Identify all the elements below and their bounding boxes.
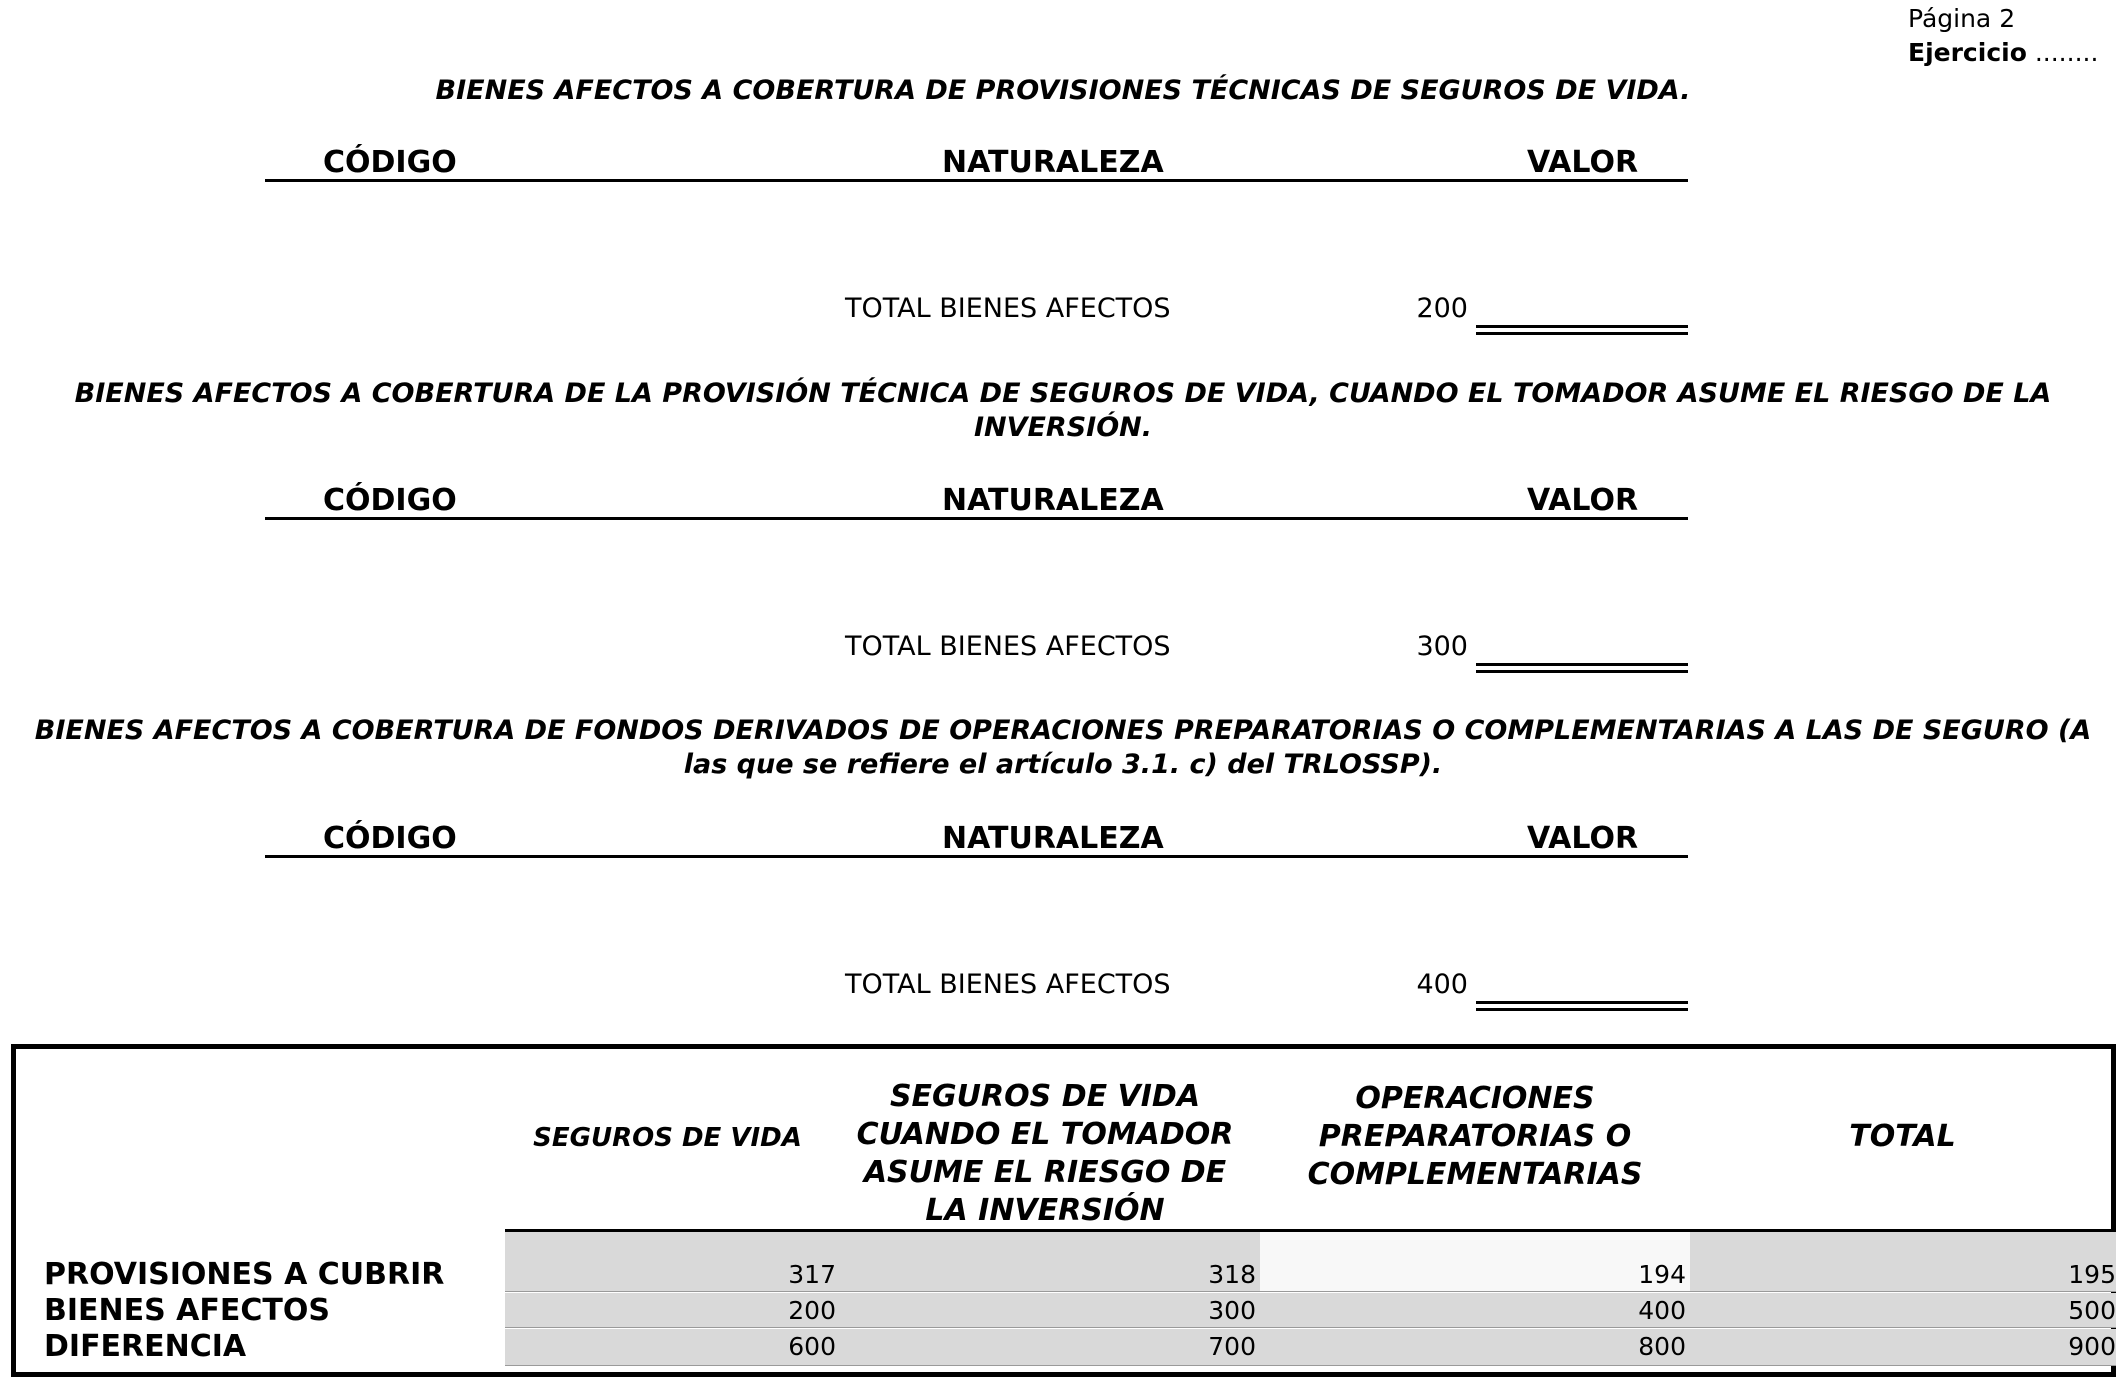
- summary-header-operations-line-2: PREPARATORIAS O: [1318, 1119, 1632, 1154]
- summary-row-divider-2: [505, 1327, 2116, 1328]
- summary-cell-assets-life: 200: [788, 1296, 836, 1325]
- summary-row-label-provisions: PROVISIONES A CUBRIR: [44, 1257, 445, 1292]
- summary-row-divider-3: [505, 1365, 2116, 1366]
- section-3-title-line-1: BIENES AFECTOS A COBERTURA DE FONDOS DERIVADOS DE OPERACIONES PREPARATORIAS O COMPLEMENTARIAS A LAS DE SEGURO (A: [34, 715, 2092, 746]
- fiscal-year-value: ........: [2034, 38, 2099, 67]
- section-2-total-label: TOTAL BIENES AFECTOS: [845, 631, 1171, 662]
- summary-cell-difference-investment: 700: [1208, 1332, 1256, 1361]
- summary-cell-provisions-investment: 318: [1208, 1260, 1256, 1289]
- summary-header-life: SEGUROS DE VIDA: [533, 1123, 802, 1153]
- summary-cell-provisions-life: 317: [788, 1260, 836, 1289]
- summary-header-operations-line-3: COMPLEMENTARIAS: [1307, 1157, 1643, 1192]
- summary-header-operations: [1260, 1080, 1690, 1194]
- summary-header-operations-line-1: OPERACIONES: [1355, 1081, 1595, 1116]
- section-2-header-rule: [265, 517, 1688, 520]
- section-2-total-rule: [1476, 663, 1688, 673]
- section-3-total-value: 400: [1416, 969, 1468, 1000]
- summary-row-divider-1: [505, 1291, 2116, 1292]
- section-3-nature-header: NATURALEZA: [942, 821, 1164, 856]
- section-1-header-rule: [265, 179, 1688, 182]
- summary-header-life-investment-risk-line-4: LA INVERSIÓN: [925, 1193, 1165, 1228]
- section-2-code-header: CÓDIGO: [323, 483, 457, 518]
- summary-cell-difference-life: 600: [788, 1332, 836, 1361]
- section-1-total-rule: [1476, 325, 1688, 335]
- summary-row-label-assets: BIENES AFECTOS: [44, 1293, 330, 1328]
- section-2-title: [0, 377, 2126, 445]
- section-1-total-label: TOTAL BIENES AFECTOS: [845, 293, 1171, 324]
- summary-header-life-investment-risk-line-2: CUANDO EL TOMADOR: [856, 1117, 1234, 1152]
- page-number: Página 2: [1908, 4, 2016, 33]
- section-2-value-header: VALOR: [1527, 483, 1639, 518]
- summary-header-life-investment-risk-line-3: ASUME EL RIESGO DE: [863, 1155, 1227, 1190]
- section-1-value-header: VALOR: [1527, 145, 1639, 180]
- summary-header-life-investment-risk-line-1: SEGUROS DE VIDA: [889, 1079, 1201, 1114]
- summary-cell-provisions-operations: 194: [1638, 1260, 1686, 1289]
- section-3-title: [0, 714, 2126, 782]
- section-1-title: BIENES AFECTOS A COBERTURA DE PROVISIONES TÉCNICAS DE SEGUROS DE VIDA.: [435, 75, 1691, 106]
- section-2-title-line-1: BIENES AFECTOS A COBERTURA DE LA PROVISIÓN TÉCNICA DE SEGUROS DE VIDA, CUANDO EL TOMADOR ASUME EL RIESGO DE LA: [74, 378, 2052, 409]
- summary-cell-assets-operations: 400: [1638, 1296, 1686, 1325]
- section-3-header-rule: [265, 855, 1688, 858]
- fiscal-year-field: [1908, 38, 2098, 67]
- section-3-value-header: VALOR: [1527, 821, 1639, 856]
- summary-cell-assets-total: 500: [2068, 1296, 2116, 1325]
- section-1-total-value: 200: [1416, 293, 1468, 324]
- summary-cell-difference-operations: 800: [1638, 1332, 1686, 1361]
- section-3-total-label: TOTAL BIENES AFECTOS: [845, 969, 1171, 1000]
- section-3-total-rule: [1476, 1001, 1688, 1011]
- summary-cell-assets-investment: 300: [1208, 1296, 1256, 1325]
- section-2-title-line-2: INVERSIÓN.: [973, 412, 1153, 443]
- summary-cell-difference-total: 900: [2068, 1332, 2116, 1361]
- section-2-total-value: 300: [1416, 631, 1468, 662]
- section-3-title-line-2: las que se refiere el artículo 3.1. c) del TRLOSSP).: [683, 749, 1443, 780]
- section-3-code-header: CÓDIGO: [323, 821, 457, 856]
- section-1-code-header: CÓDIGO: [323, 145, 457, 180]
- summary-row-label-difference: DIFERENCIA: [44, 1329, 247, 1364]
- section-2-nature-header: NATURALEZA: [942, 483, 1164, 518]
- summary-header-total: TOTAL: [1849, 1119, 1956, 1154]
- summary-cell-provisions-total: 195: [2068, 1260, 2116, 1289]
- section-1-nature-header: NATURALEZA: [942, 145, 1164, 180]
- fiscal-year-label: Ejercicio: [1908, 38, 2027, 67]
- summary-header-life-investment-risk: [830, 1078, 1260, 1230]
